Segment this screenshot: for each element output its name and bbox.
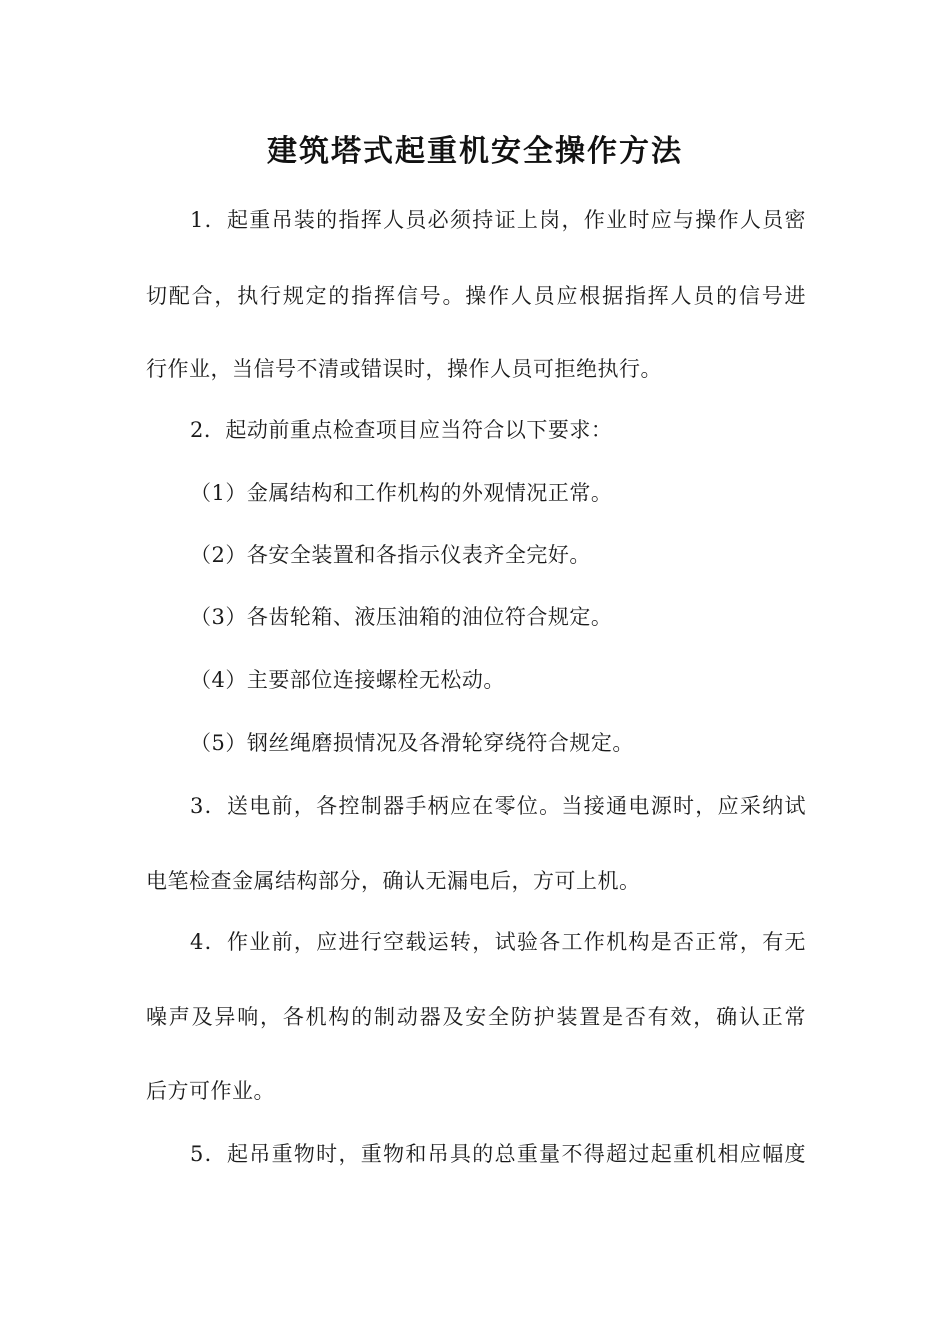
paragraph-1-line-2: 切配合，执行规定的指挥信号。操作人员应根据指挥人员的信号进: [146, 284, 806, 308]
checklist-item-4: （4）主要部位连接螺栓无松动。: [190, 668, 505, 692]
paragraph-3-line-2: 电笔检查金属结构部分，确认无漏电后，方可上机。: [146, 869, 641, 893]
paragraph-4-line-2: 噪声及异响，各机构的制动器及安全防护装置是否有效，确认正常: [146, 1005, 806, 1029]
paragraph-5-line-1: 5．起吊重物时，重物和吊具的总重量不得超过起重机相应幅度: [190, 1142, 806, 1166]
document-title: 建筑塔式起重机安全操作方法: [267, 134, 683, 169]
checklist-item-3: （3）各齿轮箱、液压油箱的油位符合规定。: [190, 605, 613, 629]
paragraph-4-line-1: 4．作业前，应进行空载运转，试验各工作机构是否正常，有无: [190, 930, 806, 954]
paragraph-1-line-1: 1．起重吊装的指挥人员必须持证上岗，作业时应与操作人员密: [190, 208, 806, 232]
paragraph-3-line-1: 3．送电前，各控制器手柄应在零位。当接通电源时，应采纳试: [190, 794, 806, 818]
checklist-item-5: （5）钢丝绳磨损情况及各滑轮穿绕符合规定。: [190, 731, 634, 755]
checklist-item-2: （2）各安全装置和各指示仪表齐全完好。: [190, 543, 591, 567]
paragraph-2-heading: 2．起动前重点检查项目应当符合以下要求：: [190, 418, 613, 442]
paragraph-1-line-3: 行作业，当信号不清或错误时，操作人员可拒绝执行。: [146, 357, 662, 381]
checklist-item-1: （1）金属结构和工作机构的外观情况正常。: [190, 481, 613, 505]
paragraph-4-line-3: 后方可作业。: [146, 1079, 275, 1103]
